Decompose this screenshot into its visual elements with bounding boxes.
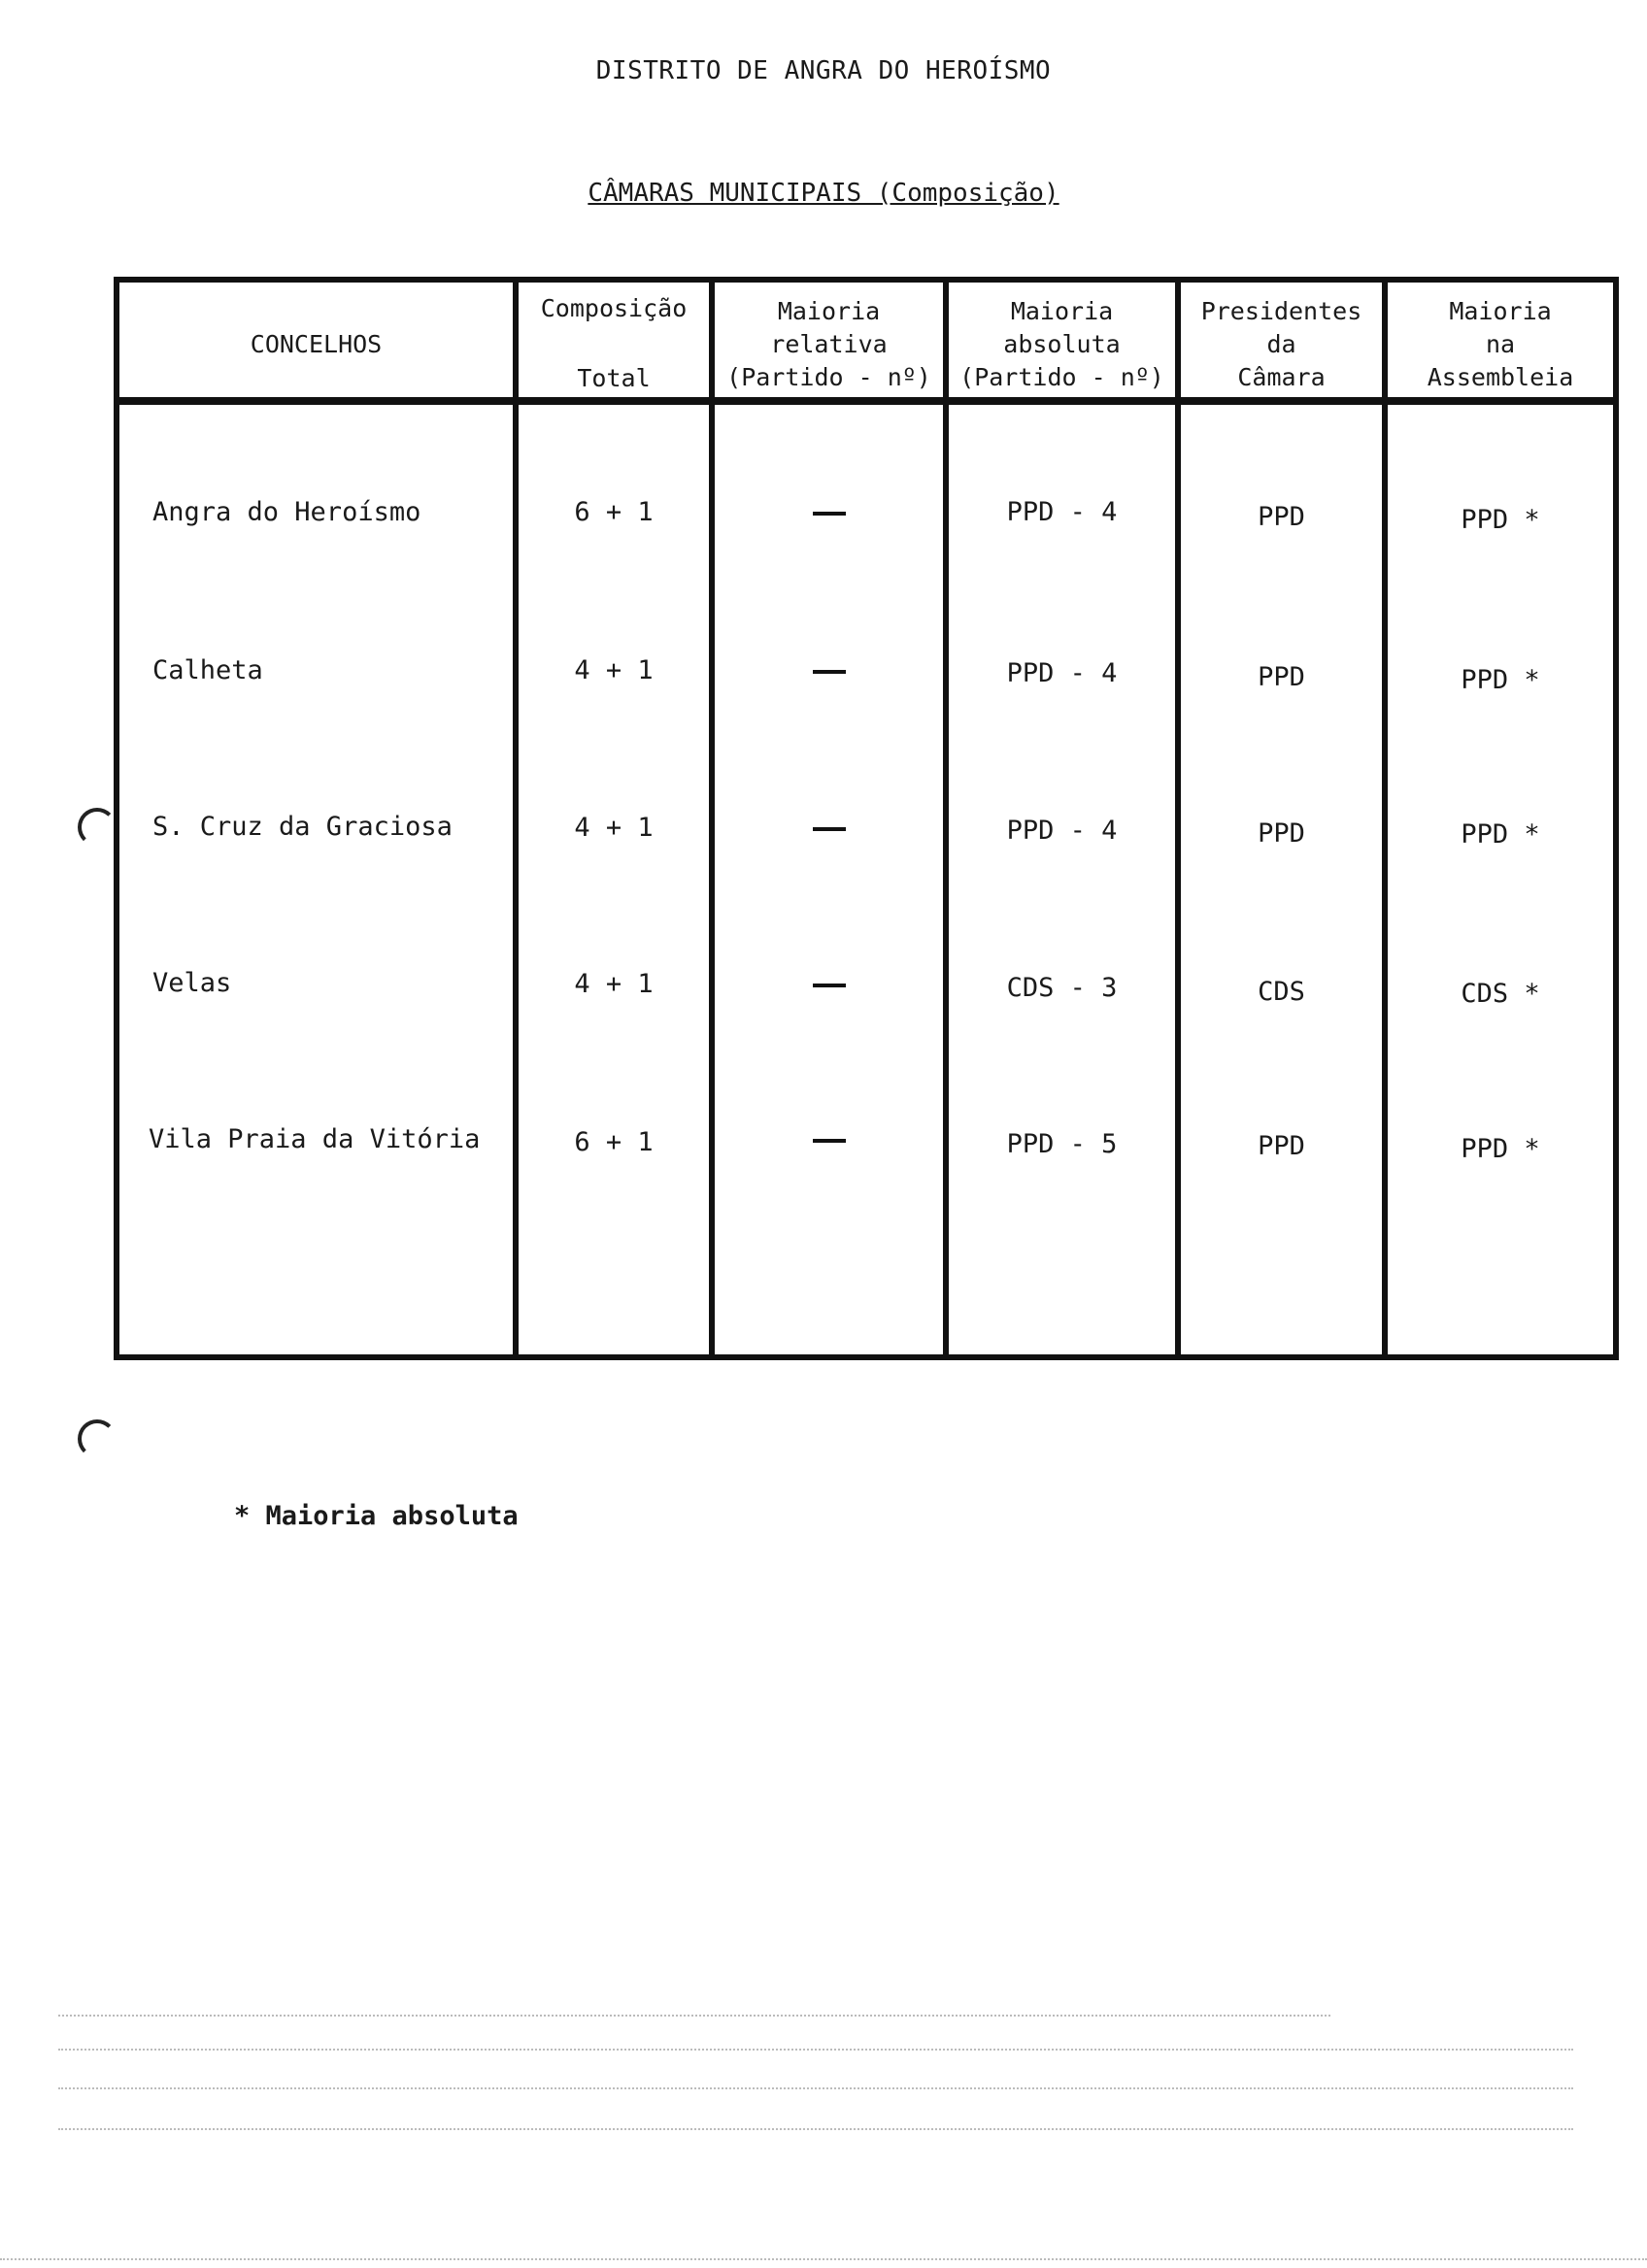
- row-calheta-absoluta: PPD - 4: [1006, 658, 1118, 688]
- dash-mark: [813, 670, 846, 674]
- header-relativa-line2: relativa: [770, 330, 888, 358]
- document-subtitle: CÂMARAS MUNICIPAIS (Composição): [588, 179, 1059, 208]
- faint-rule: [58, 2087, 1573, 2090]
- header-concelhos: [119, 292, 513, 397]
- dash-mark: [813, 1139, 846, 1143]
- row-calheta-concelho: Calheta: [152, 655, 263, 685]
- header-absoluta-line2: absoluta: [1003, 330, 1121, 358]
- row-calheta-assembleia: PPD *: [1461, 665, 1540, 695]
- row-angra-absoluta: PPD - 4: [1006, 497, 1118, 527]
- row-velas-presidente: CDS: [1258, 977, 1305, 1007]
- document-title: DISTRITO DE ANGRA DO HEROÍSMO: [595, 56, 1052, 85]
- row-graciosa-presidente: PPD: [1258, 818, 1305, 849]
- row-vila-praia-absoluta: PPD - 5: [1006, 1129, 1118, 1159]
- header-composicao: [519, 292, 709, 397]
- row-velas-composicao: 4 + 1: [574, 969, 654, 999]
- header-absoluta-line1: Maioria: [1010, 297, 1114, 325]
- dash-mark: [813, 827, 846, 831]
- header-assembleia-line3: Assembleia: [1427, 363, 1574, 391]
- footnote: * Maioria absoluta: [234, 1501, 519, 1531]
- header-concelhos-label: CONCELHOS: [250, 330, 383, 358]
- faint-rule: [58, 2128, 1573, 2131]
- header-assembleia-line2: na: [1485, 330, 1516, 358]
- row-angra-composicao: 6 + 1: [574, 497, 654, 527]
- dash-mark: [813, 512, 846, 516]
- header-assembleia-line1: Maioria: [1449, 297, 1552, 325]
- municipal-composition-table: [114, 277, 1619, 1360]
- row-graciosa-composicao: 4 + 1: [574, 813, 654, 843]
- row-velas-concelho: Velas: [152, 968, 232, 998]
- row-vila-praia-composicao: 6 + 1: [574, 1127, 654, 1157]
- row-vila-praia-assembleia: PPD *: [1461, 1134, 1540, 1164]
- header-presidentes-line2: da: [1266, 330, 1296, 358]
- header-presidentes-line1: Presidentes: [1200, 297, 1362, 325]
- row-angra-assembleia: PPD *: [1461, 505, 1540, 535]
- header-composicao-line1: Composição: [540, 294, 688, 322]
- header-relativa-line1: Maioria: [777, 297, 881, 325]
- punch-hole-top: [78, 808, 117, 847]
- row-vila-praia-presidente: PPD: [1258, 1131, 1305, 1161]
- row-graciosa-assembleia: PPD *: [1461, 819, 1540, 850]
- header-relativa-line3: (Partido - nº): [726, 363, 931, 391]
- header-maioria-assembleia: [1388, 292, 1613, 397]
- row-graciosa-concelho: S. Cruz da Graciosa: [152, 812, 453, 842]
- faint-rule: [58, 2015, 1330, 2018]
- row-vila-praia-concelho: Vila Praia da Vitória: [149, 1124, 481, 1154]
- row-angra-relativa: [715, 496, 943, 529]
- row-velas-relativa: [715, 968, 943, 1001]
- header-maioria-relativa: [715, 292, 943, 397]
- punch-hole-bottom: [78, 1419, 117, 1458]
- row-vila-praia-relativa: [715, 1123, 943, 1156]
- row-graciosa-relativa: [715, 812, 943, 845]
- faint-rule: [58, 2049, 1573, 2051]
- faint-rule: [0, 2258, 1647, 2261]
- row-velas-absoluta: CDS - 3: [1006, 973, 1118, 1003]
- header-absoluta-line3: (Partido - nº): [959, 363, 1164, 391]
- row-angra-presidente: PPD: [1258, 502, 1305, 532]
- row-velas-assembleia: CDS *: [1461, 979, 1540, 1009]
- dash-mark: [813, 984, 846, 987]
- header-presidentes: [1181, 292, 1382, 397]
- header-maioria-absoluta: [949, 292, 1175, 397]
- row-calheta-relativa: [715, 654, 943, 687]
- row-graciosa-absoluta: PPD - 4: [1006, 816, 1118, 846]
- header-composicao-line2: Total: [577, 364, 651, 392]
- row-angra-concelho: Angra do Heroísmo: [152, 497, 421, 527]
- header-presidentes-line3: Câmara: [1237, 363, 1326, 391]
- header-divider: [119, 397, 1613, 405]
- row-calheta-composicao: 4 + 1: [574, 655, 654, 685]
- row-calheta-presidente: PPD: [1258, 662, 1305, 692]
